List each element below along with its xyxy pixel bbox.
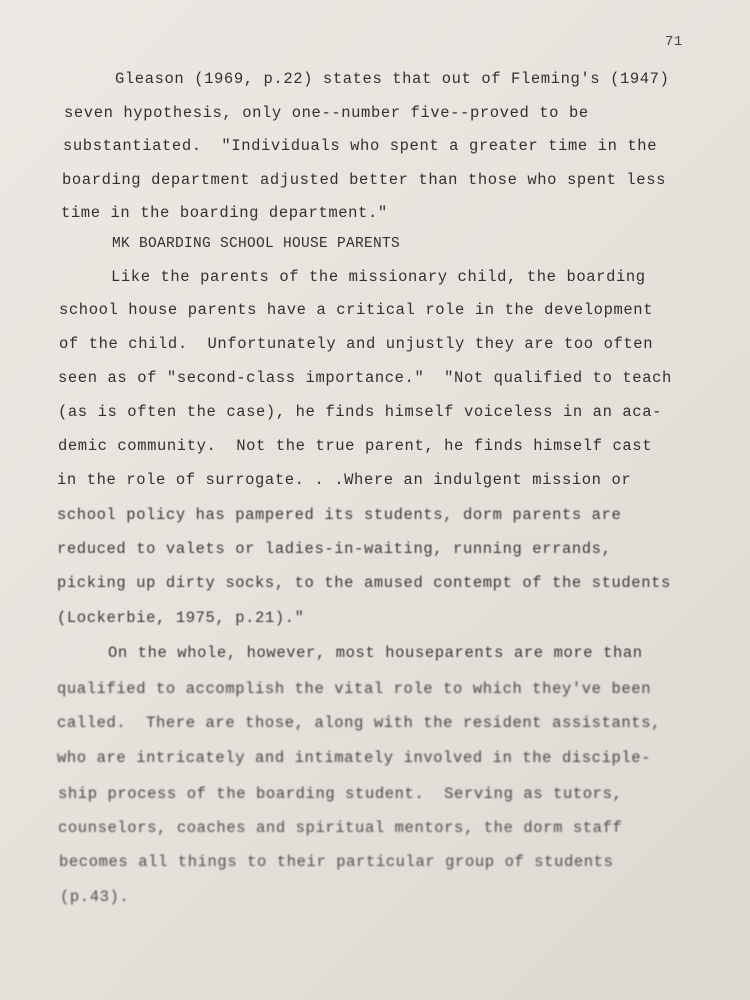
text-line-1: Gleason (1969, p.22) states that out of Fleming's (1947) xyxy=(115,70,670,88)
text-line-23: counselors, coaches and spiritual mentors, the dorm staff xyxy=(58,819,623,837)
text-line-7: Like the parents of the missionary child, the boarding xyxy=(111,268,646,286)
text-line-18: On the whole, however, most houseparents are more than xyxy=(108,644,643,662)
text-line-12: demic community. Not the true parent, he finds himself cast xyxy=(58,437,653,455)
text-line-17: (Lockerbie, 1975, p.21)." xyxy=(57,609,305,627)
text-line-16: picking up dirty socks, to the amused contempt of the students xyxy=(57,574,671,592)
text-line-11: (as is often the case), he finds himself voiceless in an aca- xyxy=(58,403,662,421)
section-heading: MK BOARDING SCHOOL HOUSE PARENTS xyxy=(112,236,401,252)
text-line-5: time in the boarding department." xyxy=(61,204,388,222)
text-line-13: in the role of surrogate. . .Where an indulgent mission or xyxy=(57,471,632,489)
text-line-9: of the child. Unfortunately and unjustly they are too often xyxy=(59,335,654,353)
text-line-4: boarding department adjusted better than those who spent less xyxy=(62,171,666,189)
page-number: 71 xyxy=(665,34,683,50)
text-line-25: (p.43). xyxy=(60,888,130,906)
text-line-21: who are intricately and intimately involved in the disciple- xyxy=(57,749,652,767)
text-line-20: called. There are those, along with the resident assistants, xyxy=(57,714,661,732)
text-line-10: seen as of "second-class importance." "Not qualified to teach xyxy=(58,369,672,387)
text-line-14: school policy has pampered its students, dorm parents are xyxy=(57,506,622,524)
text-line-15: reduced to valets or ladies-in-waiting, running errands, xyxy=(57,540,612,558)
text-line-24: becomes all things to their particular group of students xyxy=(59,853,614,871)
text-line-19: qualified to accomplish the vital role to which they've been xyxy=(57,680,652,698)
text-line-2: seven hypothesis, only one--number five--proved to be xyxy=(64,104,589,122)
text-line-8: school house parents have a critical role in the development xyxy=(59,301,654,319)
text-line-22: ship process of the boarding student. Serving as tutors, xyxy=(58,785,623,803)
text-line-3: substantiated. "Individuals who spent a greater time in the xyxy=(63,137,658,155)
